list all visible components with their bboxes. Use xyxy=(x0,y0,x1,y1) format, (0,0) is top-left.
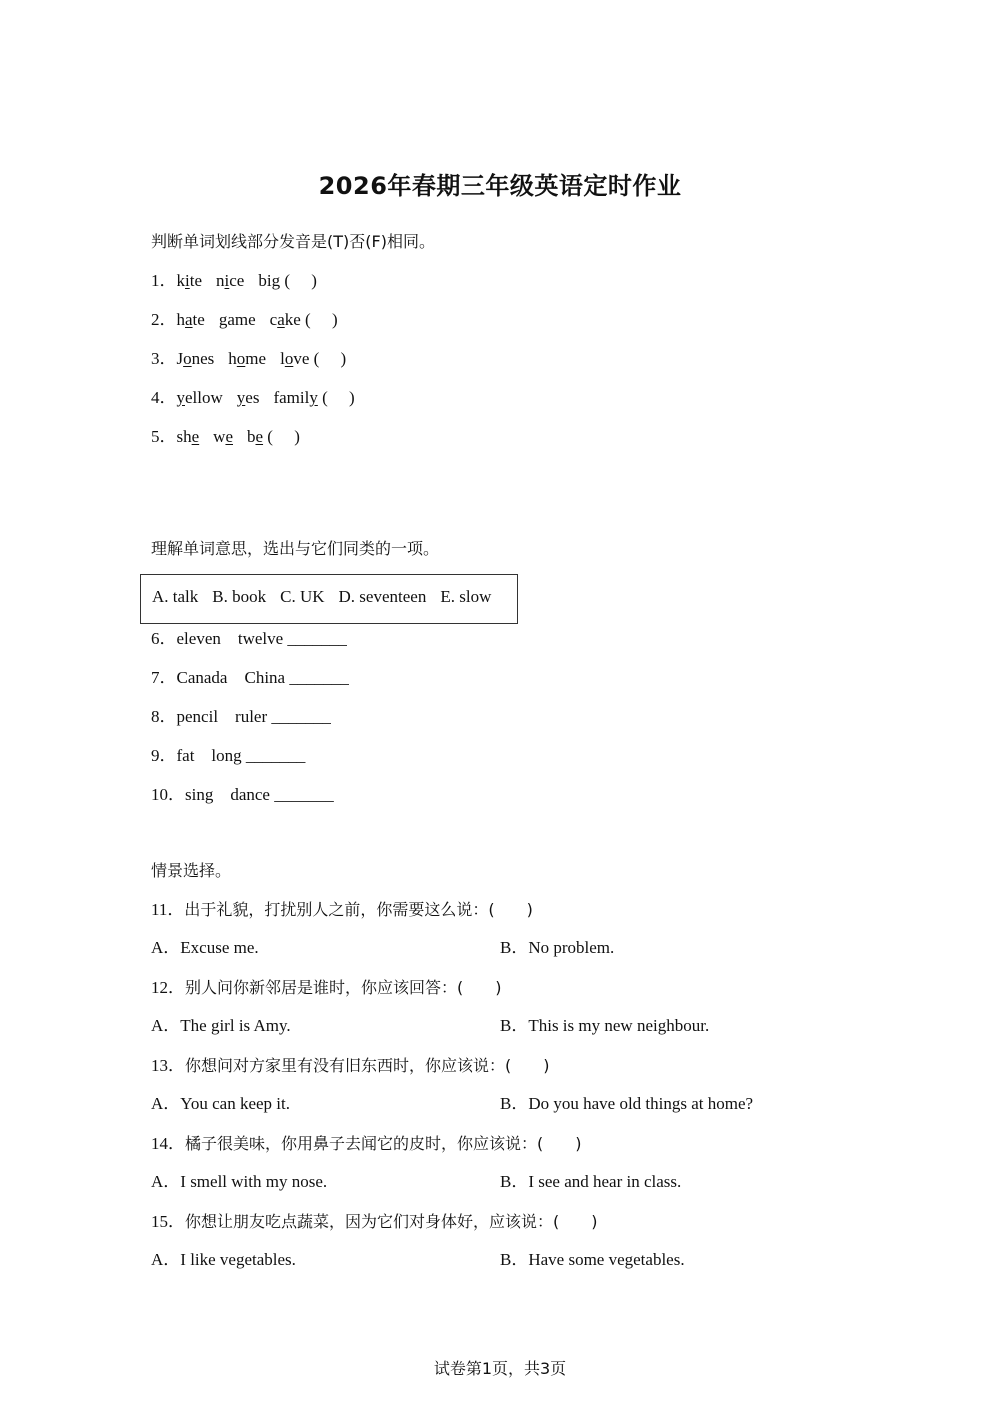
word: game xyxy=(218,310,256,329)
underlined-letter: o xyxy=(236,349,246,368)
underlined-letter: a xyxy=(185,310,193,329)
section3-instruction: 情景选择。 xyxy=(151,861,232,880)
word: Jones xyxy=(176,349,215,368)
pronunciation-item xyxy=(151,386,355,410)
item-number: 9． xyxy=(151,746,177,765)
question xyxy=(151,1210,598,1234)
word: yellow xyxy=(176,388,223,407)
answer-blank[interactable]: ( ) xyxy=(284,271,317,290)
choice-a[interactable]: A．The girl is Amy. xyxy=(151,1016,291,1035)
item-text[interactable]: sing dance _______ xyxy=(185,785,334,804)
section1-instruction: 判断单词划线部分发音是(T)否(F)相同。 xyxy=(151,232,435,251)
answer-blank[interactable]: ( ) xyxy=(313,349,347,368)
category-item xyxy=(151,666,349,690)
question-text: 你想问对方家里有没有旧东西时，你应该说：( ) xyxy=(185,1056,550,1075)
underlined-letter: i xyxy=(185,271,190,290)
word: family xyxy=(273,388,318,407)
underlined-letter: i xyxy=(224,271,230,290)
underlined-letter: e xyxy=(255,427,264,446)
page-footer: 试卷第1页，共3页 xyxy=(433,1359,567,1378)
pronunciation-item xyxy=(151,425,300,449)
item-number: 3． xyxy=(151,349,177,368)
word: yes xyxy=(236,388,260,407)
word: cake xyxy=(269,310,301,329)
section2-instruction: 理解单词意思，选出与它们同类的一项。 xyxy=(151,539,440,558)
word: hate xyxy=(176,310,205,329)
item-text[interactable]: pencil ruler _______ xyxy=(176,707,331,726)
question-text: 出于礼貌，打扰别人之前，你需要这么说：( ) xyxy=(184,900,533,919)
choice-a[interactable]: A．I like vegetables. xyxy=(151,1250,296,1269)
word: we xyxy=(213,427,233,446)
choice-a[interactable]: A．I smell with my nose. xyxy=(151,1172,328,1191)
underlined-letter: y xyxy=(176,388,185,407)
question xyxy=(151,1054,550,1078)
answer-blank[interactable]: ( ) xyxy=(267,427,300,446)
choice-b[interactable]: B．Do you have old things at home? xyxy=(500,1094,754,1113)
pronunciation-item xyxy=(151,347,346,371)
choice-b[interactable]: B．I see and hear in class. xyxy=(500,1172,682,1191)
question xyxy=(151,1132,582,1156)
word: home xyxy=(228,349,267,368)
underlined-letter: o xyxy=(183,349,192,368)
question xyxy=(151,898,533,922)
item-text[interactable]: Canada China _______ xyxy=(176,668,349,687)
answer-blank[interactable]: ( ) xyxy=(322,388,355,407)
choice-b[interactable]: B．Have some vegetables. xyxy=(500,1250,685,1269)
choice-b[interactable]: B．No problem. xyxy=(500,938,615,957)
item-number: 4． xyxy=(151,388,177,407)
choice-b[interactable]: B．This is my new neighbour. xyxy=(500,1016,710,1035)
pronunciation-item xyxy=(151,308,338,332)
underlined-letter: e xyxy=(191,427,200,446)
word: she xyxy=(176,427,200,446)
item-number: 12． xyxy=(151,978,185,997)
question-text: 你想让朋友吃点蔬菜，因为它们对身体好，应该说：( ) xyxy=(185,1212,598,1231)
underlined-letter: g xyxy=(218,310,228,329)
item-number: 14． xyxy=(151,1134,185,1153)
underlined-letter: e xyxy=(225,427,233,446)
word: nice xyxy=(216,271,245,290)
option-item: E. slow xyxy=(440,587,492,606)
item-number: 13． xyxy=(151,1056,185,1075)
category-item xyxy=(151,783,334,807)
word: kite xyxy=(176,271,203,290)
option-item: B. book xyxy=(212,587,267,606)
choice-a[interactable]: A．You can keep it. xyxy=(151,1094,290,1113)
underlined-letter: y xyxy=(236,388,246,407)
item-number: 15． xyxy=(151,1212,185,1231)
option-item: D. seventeen xyxy=(338,587,427,606)
underlined-letter: y xyxy=(309,388,318,407)
question-text: 别人问你新邻居是谁时，你应该回答：( ) xyxy=(185,978,502,997)
option-item: A. talk xyxy=(152,587,199,606)
item-number: 1． xyxy=(151,271,177,290)
item-number: 11． xyxy=(151,900,185,919)
item-number: 8． xyxy=(151,707,177,726)
page-title: 2026年春期三年级英语定时作业 xyxy=(318,172,682,200)
category-item xyxy=(151,705,331,729)
item-number: 7． xyxy=(151,668,177,687)
word: big xyxy=(258,271,281,290)
option-item: C. UK xyxy=(280,587,325,606)
item-number: 6． xyxy=(151,629,177,648)
answer-blank[interactable]: ( ) xyxy=(305,310,338,329)
item-number: 2． xyxy=(151,310,177,329)
item-text[interactable]: eleven twelve _______ xyxy=(176,629,347,648)
item-text[interactable]: fat long _______ xyxy=(176,746,306,765)
category-item xyxy=(151,627,347,651)
word: be xyxy=(247,427,264,446)
underlined-letter: g xyxy=(271,271,281,290)
choice-a[interactable]: A．Excuse me. xyxy=(151,938,259,957)
question-text: 橘子很美味，你用鼻子去闻它的皮时，你应该说：( ) xyxy=(185,1134,582,1153)
pronunciation-item xyxy=(151,269,317,293)
question xyxy=(151,976,502,1000)
category-item xyxy=(151,744,305,768)
underlined-letter: a xyxy=(277,310,285,329)
underlined-letter: o xyxy=(284,349,294,368)
item-number: 10． xyxy=(151,785,185,804)
item-number: 5． xyxy=(151,427,177,446)
options-box xyxy=(140,574,518,624)
word: love xyxy=(280,349,310,368)
